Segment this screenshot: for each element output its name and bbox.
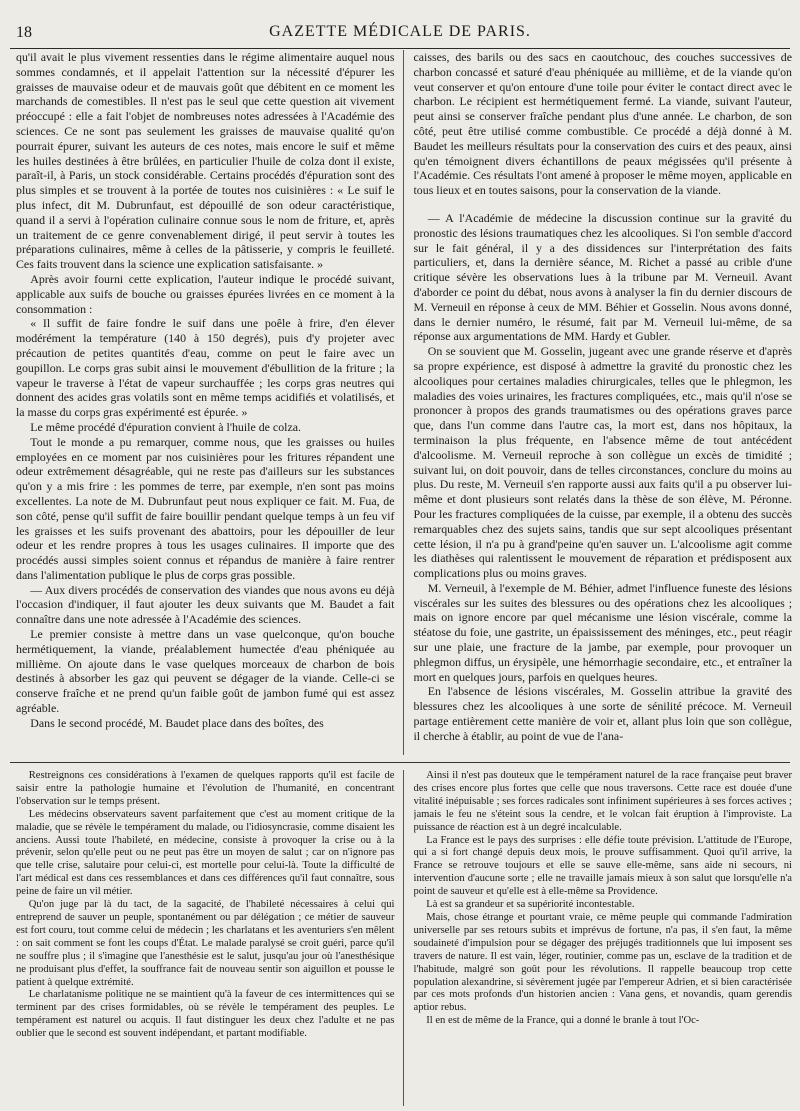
paragraph: En l'absence de lésions viscérales, M. Gosselin attribue la gravité des blessures chez les alcooliques à une sorte de sénilité précoce. M. Verneuil partage entièrement cette manière de voir et, allant plus loin que son collègue, il cherche à établir, au point de vue de l'ana- <box>413 684 792 743</box>
paragraph: On se souvient que M. Gosselin, jugeant avec une grande réserve et d'après sa propre expérience, est disposé à admettre la gravité du pronostic chez les alcooliques pour certaines maladies chirurgicales, telles que le phlegmon, les maladies des voies urinaires, les fractures compliquées, etc., mais qu'il n'ose se prononcer à propos des grands traumatismes ou des opérations graves parce que, dans l'un comme dans l'autre cas, la mort est, dans nos hôpitaux, la terminaison la plus fréquente, en l'absence même de tout antécédent d'alcoolisme. M. Verneuil reproche à son collègue un excès de timidité ; suivant lui, on doit pouvoir, dans de telles circonstances, conclure du moins au plus. Du reste, M. Verneuil s'en rapporte aussi aux faits qu'il a pu observer lui-même et dont plusieurs sont relatés dans la thèse de son élève, M. Péronne. Pour les fractures compliquées de la cuisse, par exemple, il a obtenu des succès remarquables chez des sujets sains, tandis que sur sept alcooliques présentant cette lésion, il n'a pu à grand'peine qu'en sauver un. L'alcoolisme agit comme les diathèses qui ralentissent le mouvement de réparation et prédisposent aux complications plus ou moins graves. <box>413 344 792 581</box>
upper-right-column <box>414 50 793 755</box>
paragraph: qu'il avait le plus vivement ressenties dans le régime alimentaire auquel nous sommes condamnés, et il appelait l'attention sur la nécessité d'épurer les graisses de mauvaise odeur et de mauvais goût que débitent en ce moment les marchands de comestibles. Il n'est pas le seul que cette question ait vivement préoccupé : elle a fait l'objet de nombreuses notes adressées à l'Académie des sciences. Ce ne sont pas seulement les graisses de mauvaise qualité qu'on pourrait épurer, suivant les auteurs de ces notes, mais encore le suif et même les huiles destinées à être brûlées, en particulier l'huile de colza dont il existe, paraît-il, à Paris, un stock considérable. Certains procédés d'épuration sont des plus simples et se trouvent à la portée de toutes nos cuisinières : « Le suif le plus infect, dit M. Dubrunfaut, est dépouillé de son odeur caractéristique, quand il a servi à l'opération culinaire connue sous le nom de friture, et, après un traitement de ce genre convenablement dirigé, il peut servir à toutes les préparations culinaires, même à celles de la pâtisserie, y compris le feuilleté. Ces faits trouvent dans la science une explication satisfaisante. » <box>16 50 395 272</box>
paragraph: — A l'Académie de médecine la discussion continue sur la gravité du pronostic des lésions traumatiques chez les alcooliques. Si l'on semble d'accord sur le fait général, il y a des dissidences sur l'interprétation des faits particuliers, et, dans la dernière séance, M. Richet a passé au crible d'une critique sévère les observations lues à la tribune par M. Verneuil. Avant d'aborder ce point du débat, nous avons à analyser la fin du dernier discours de M. Verneuil en réponse à ceux de MM. Béhier et Gosselin. Nous avons donné, dans le dernier numéro, le résumé, fait par M. Verneuil lui-même, de sa réponse aux argumentations de MM. Hardy et Gubler. <box>413 210 792 344</box>
paragraph: Le même procédé d'épuration convient à l'huile de colza. <box>30 419 301 434</box>
paragraph: Mais, chose étrange et pourtant vraie, ce même peuple qui commande l'admiration universelle par ses retours subits et imprévus de fortune, n'a pas, il s'en faut, la même soudaineté d'impulsion pour se dégager des préjugés traditionnels que lui imposent ses travers de nature. Il est vain, léger, routinier, comme pas un, esclave de la tradition et de l'habitude, malgré son goût pour les révolutions. Il rappelle beaucoup trop cette population alexandrine, si sévèrement jugée par l'empereur Adrien, et si bien caractérisée par ces mots profonds d'un historien ancien : Vana gens, et novandis, quam gerendis aptior rebus. <box>413 911 792 1014</box>
journal-title: GAZETTE MÉDICALE DE PARIS. <box>269 23 531 40</box>
paragraph: Tout le monde a pu remarquer, comme nous, que les graisses ou huiles employées en ce moment par nos cuisinières pour les fritures répandent une odeur extrêmement désagréable, qui ne reste pas d'ailleurs sur les substances qu'on y a mis frire : les pommes de terre, par exemple, n'en sont pas moins excellentes. La note de M. Dubrunfaut peut nous expliquer ce fait. M. Fua, de son côté, pense qu'il suffit de faire bouillir pendant quelque temps à un feu vif les graisses et les suifs provenant des abattoirs, pour les dépouiller de leur odeur et les rendre propres à tous les usages culinaires. Il importe que des procédés aussi simples soient connus et répandus de manière à faire rentrer dans l'alimentation publique le plus de corps gras possible. <box>16 434 395 582</box>
paragraph: Les médecins observateurs savent parfaitement que c'est au moment critique de la maladie, que se révèle le tempérament du malade, ou l'idiosyncrasie, comme disaient les anciens. Aussi toute l'habileté, en médecine, consiste à provoquer la crise ou à la prévenir, selon qu'elle peut ou ne peut pas être un moyen de salut ; car on n'ignore pas que telle crise, salutaire pour celui-ci, est mortelle pour celui-là. Toute la difficulté de l'art médical est dans ces ressemblances et dans ces différences qu'il faut connaître, sous peine de faire un vil métier. <box>16 808 395 898</box>
section-divider <box>10 762 790 763</box>
paragraph: Le premier consiste à mettre dans un vase quelconque, qu'on bouche hermétiquement, la viande, préalablement humectée d'eau phéniquée au millième. On ajoute dans le vase quelques morceaux de charbon de bois destinés à absorber les gaz qui peuvent se dégager de la viande. Celle-ci se conserve fraîche et ne prend qu'un faible goût de jambon fumé qui est assez agréable. <box>16 627 395 716</box>
paragraph: Ainsi il n'est pas douteux que le tempérament naturel de la race française peut braver des crises encore plus fortes que celle que nous traversons. Cette race est douée d'une vitalité inépuisable ; ses forces radicales sont infiniment supérieures à ses forces actives ; jamais le feu ne s'éteint sous la cendre, et le volcan fait éruption à l'improviste. La puissance de réaction est à un degré incalculable. <box>413 770 792 833</box>
paragraph: M. Verneuil, à l'exemple de M. Béhier, admet l'influence funeste des lésions viscérales sur les suites des blessures ou des opérations chez les alcooliques ; mais on ignore encore par quel mécanisme une lésion viscérale, comme la stéatose du foie, une gastrite, un épaississement des méninges, etc., peut réagir sur une plaie, une fracture de la jambe, par exemple, pour provoquer un phlegmon diffus, un érysipèle, une hémorrhagie secondaire, etc., et entraîner la mort en quelques jours, parfois en quelques heures. <box>413 580 792 684</box>
paragraph: « Il suffit de faire fondre le suif dans une poêle à frire, d'en élever modérément la température (140 à 150 degrés), puis d'y projeter avec précaution de petites quantités d'eau, comme on peut le faire avec un goupillon. Le corps gras subit ainsi le mouvement d'ébullition de la friture ; la vapeur le traverse à l'état de vapeur surchauffée ; les corps gras neutres qui donnent des acides gras volatils sont en même temps acidifiés et volatilisés, et la masse du corps gras expérimenté est épurée. » <box>16 316 395 420</box>
upper-section <box>16 50 792 755</box>
paragraph: Restreignons ces considérations à l'examen de quelques rapports qu'il est facile de saisir entre la pathologie humaine et l'évolution de l'humanité, en concentrant l'observation sur le temps présent. <box>16 770 395 807</box>
paragraph: Il en est de même de la France, qui a donné le branle à tout l'Oc- <box>426 1015 700 1027</box>
paragraph: Après avoir fourni cette explication, l'auteur indique le procédé suivant, applicable aux suifs de bouche ou graisses épurées livrées en ce moment à la consommation : <box>16 271 395 316</box>
lower-right-column <box>414 770 793 1106</box>
paragraph: Là est sa grandeur et sa supériorité incontestable. <box>426 899 635 911</box>
paragraph: Dans le second procédé, M. Baudet place dans des boîtes, des <box>30 715 324 730</box>
paragraph: Le charlatanisme politique ne se maintient qu'à la faveur de ces intermittences qui se terminent par des crises formidables, où se révèle le tempérament des peuples. Le tempérament est naturel ou acquis. Il faut distinguer les deux chez l'adulte et ne pas oublier que le second est souvent indépendant, et partant modifiable. <box>16 989 395 1040</box>
paragraph: La France est le pays des surprises : elle défie toute prévision. L'attitude de l'Europe, qui a si fort changé depuis deux mois, le prouve suffisamment. Quoi qu'il arrive, la France se retrouve toujours et elle se sauve elle-même, sans aide ni secours, ni intervention d'aucune sorte ; elle ne travaille jamais mieux à son salut que lorsqu'elle n'a point de sauveur et qu'elle est à elle-même sa Providence. <box>413 834 792 898</box>
paragraph: caisses, des barils ou des sacs en caoutchouc, des couches successives de charbon concassé et saturé d'eau phéniquée au millième, et de la viande qu'on veut conserver et qu'on entoure d'une toile pour éviter le contact direct avec le charbon. Le récipient est hermétiquement fermé. La viande, suivant l'auteur, peut ainsi se conserver fraîche pendant plus d'une année. Le charbon, de son côté, peut être utilisé comme combustible. Ce procédé a déjà donné à M. Baudet les meilleurs résultats pour la conservation des cuirs et des peaux, ainsi qu'en témoignent divers échantillons de peaux mégissées qu'il présente à l'Académie. Ces résultats l'ont amené à proposer le même moyen, applicable en tous lieux et en toutes saisons, pour la conservation de la viande. <box>413 50 792 198</box>
upper-left-column <box>16 50 404 755</box>
lower-section <box>16 770 792 1106</box>
paragraph: Qu'on juge par là du tact, de la sagacité, de l'habileté nécessaires à celui qui entreprend de sauver un peuple, spontanément ou par délégation ; ce métier de sauveur est fort couru, tout comme celui de médecin ; les charlatans et les aventuriers s'en mêlent : on sait comment se font les coups d'État. Le malade paralysé se croit guéri, parce qu'il ne souffre plus ; il s'imagine que l'anesthésie est le salut, jusqu'au jour où l'anesthésique ne produisant plus d'effet, la souffrance fait de nouveau sentir son aiguillon et pousse le patient à quelque extrémité. <box>16 899 395 988</box>
page-header <box>10 22 790 49</box>
lower-left-column <box>16 770 404 1106</box>
page-number: 18 <box>16 24 32 41</box>
paragraph: — Aux divers procédés de conservation des viandes que nous avons eu déjà l'occasion d'indiquer, il faut ajouter les deux suivants que M. Baudet a fait connaître dans une note adressée à l'Académie des sciences. <box>16 582 395 627</box>
